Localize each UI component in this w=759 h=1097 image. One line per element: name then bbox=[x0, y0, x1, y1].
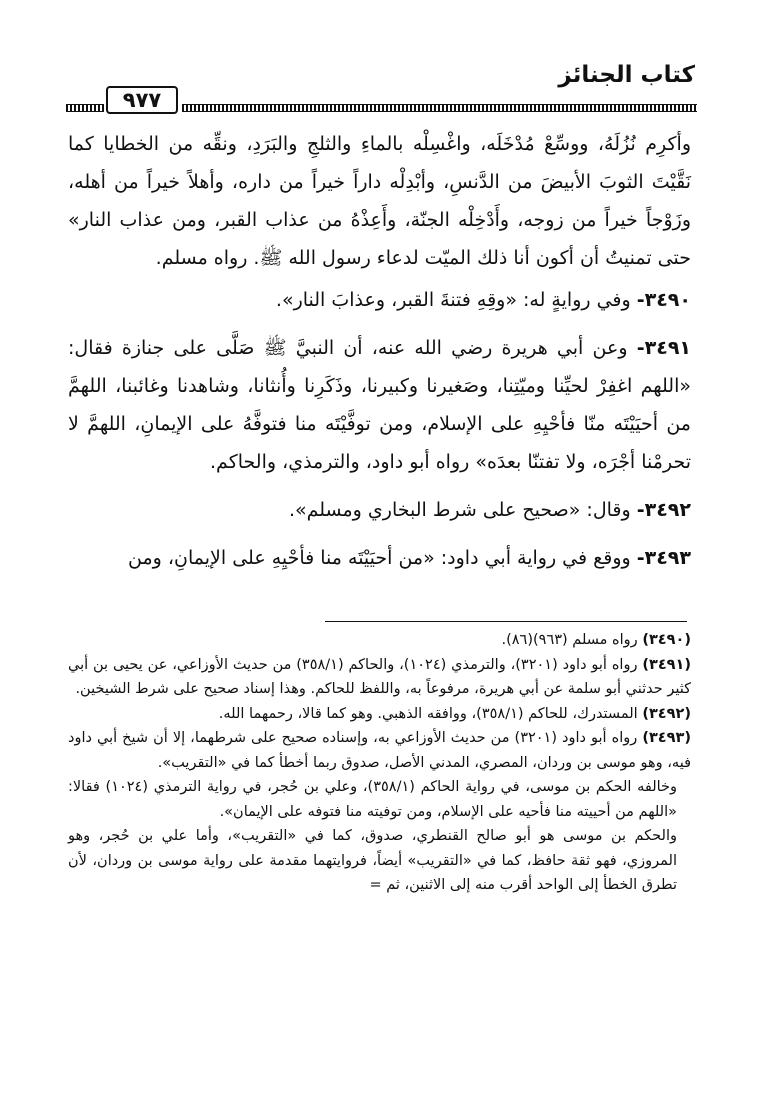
footnote-number: (٣٤٩٢) bbox=[642, 705, 691, 722]
main-text bbox=[68, 125, 691, 577]
footnote-3491 bbox=[68, 653, 691, 702]
footnote-text: رواه أبو داود (٣٢٠١)، والترمذي (١٠٢٤)، والحاكم (٣٥٨/١) من حديث الأوزاعي، عن يحيى بن أبي كثير حدثني أبو سلمة عن أبي هريرة، مرفوعاً به، واللفظ للحاكم. وهذا إسناد صحيح على شرط الشيخين. bbox=[68, 656, 691, 697]
footnote-number: (٣٤٩٠) bbox=[642, 632, 691, 648]
footnote-text: وخالفه الحكم بن موسى، في رواية الحاكم (٣٥٨/١)، وعلي بن حُجر، في رواية الترمذي (١٠٢٤) فقالا: «اللهم من أحييته منا فأحيه على الإسلام، ومن توفيته منا فتوفه على الإيمان». bbox=[68, 779, 677, 820]
paragraph-text: وعن أبي هريرة رضي الله عنه، أن النبيَّ ﷺ صَلَّى على جنازة فقال: «اللهم اغفِرْ لحيِّنا وميّتِنا، وصَغيرنا وكبيرنا، وذَكَرِنا وأُنثانا، وشاهدنا وغائبنا، اللهمَّ من أحيَيْتَه منّا فأحْيِهِ على الإسلام، ومن توفَّيْتَه منا فتوفَّهُ على الإيمانِ، اللهمَّ لا تحرمْنا أجْرَه، ولا تفتنّا بعدَه» رواه أبو داود، والترمذي، والحاكم. bbox=[68, 337, 691, 473]
header-rule bbox=[182, 104, 697, 112]
paragraph-text: ووقع في رواية أبي داود: «من أحيَيْتَه منا فأحْيِهِ على الإيمانِ، ومن bbox=[128, 547, 631, 569]
running-title: كتاب الجنائز bbox=[558, 62, 695, 88]
page-header bbox=[66, 62, 697, 118]
paragraph-text: وقال: «صحيح على شرط البخاري ومسلم». bbox=[288, 499, 631, 521]
hadith-3492 bbox=[68, 491, 691, 529]
paragraph-text: وفي روايةٍ له: «وقِهِ فتنةَ القبر، وعذابَ النار». bbox=[275, 289, 631, 311]
paragraph-text: وأكرِم نُزُلَهُ، ووسِّعْ مُدْخَلَه، واغْسِلْه بالماءِ والثلجِ والبَرَدِ، ونقِّه من الخطايا كما نَقَّيْتَ الثوبَ الأبيضَ من الدَّنسِ، وأبْدِلْه داراً خيراً من داره، وأهلاً خيراً من أهله، وزَوْجاً خيراً من زوجه، وأَدْخِلْه الجنّة، وأَعِذْهُ من عذاب القبر، ومن عذاب النار» حتى تمنيتُ أن أكون أنا ذلك الميّت لدعاء رسول الله ﷺ. رواه مسلم. bbox=[68, 133, 691, 269]
footnote-text: رواه مسلم (٩٦٣)(٨٦). bbox=[501, 632, 638, 648]
hadith-number: ٣٤٩٣- bbox=[636, 547, 691, 569]
hadith-3491 bbox=[68, 329, 691, 481]
hadith-number: ٣٤٩٠- bbox=[636, 289, 691, 311]
footnote-text: والحكم بن موسى هو أبو صالح القنطري، صدوق، كما في «التقريب»، وأما علي بن حُجر، وهو المروزي، فهو ثقة حافظ، كما في «التقريب» أيضاً، فروايتهما مقدمة على رواية موسى بن وردان، لأن تطرق الخطأ إلى الواحد أقرب منه إلى الاثنين، ثم = bbox=[68, 828, 677, 893]
footnote-3493-cont-1 bbox=[68, 775, 691, 824]
page-number: ٩٧٧ bbox=[106, 86, 178, 114]
footnote-3493-cont-2 bbox=[68, 824, 691, 898]
hadith-3493 bbox=[68, 539, 691, 577]
hadith-continuation bbox=[68, 125, 691, 277]
hadith-number: ٣٤٩٢- bbox=[636, 499, 691, 521]
footnote-3490 bbox=[68, 628, 691, 653]
header-rule-left bbox=[66, 104, 104, 112]
footnote-separator bbox=[325, 621, 687, 622]
footnote-3492 bbox=[68, 702, 691, 727]
hadith-3490 bbox=[68, 281, 691, 319]
footnote-text: رواه أبو داود (٣٢٠١) من حديث الأوزاعي به، وإسناده صحيح على شرطهما، إلا أن شيخ أبي داود فيه، وهو موسى بن وردان، المصري، المدني الأصل، صدوق ربما أخطأ كما في «التقريب». bbox=[68, 730, 691, 771]
footnote-3493 bbox=[68, 726, 691, 775]
footnotes bbox=[68, 628, 691, 898]
footnote-text: المستدرك، للحاكم (٣٥٨/١)، ووافقه الذهبي. وهو كما قالا، رحمهما الله. bbox=[218, 705, 638, 722]
hadith-number: ٣٤٩١- bbox=[636, 337, 692, 359]
footnote-number: (٣٤٩١) bbox=[642, 656, 692, 673]
footnote-number: (٣٤٩٣) bbox=[642, 730, 691, 746]
